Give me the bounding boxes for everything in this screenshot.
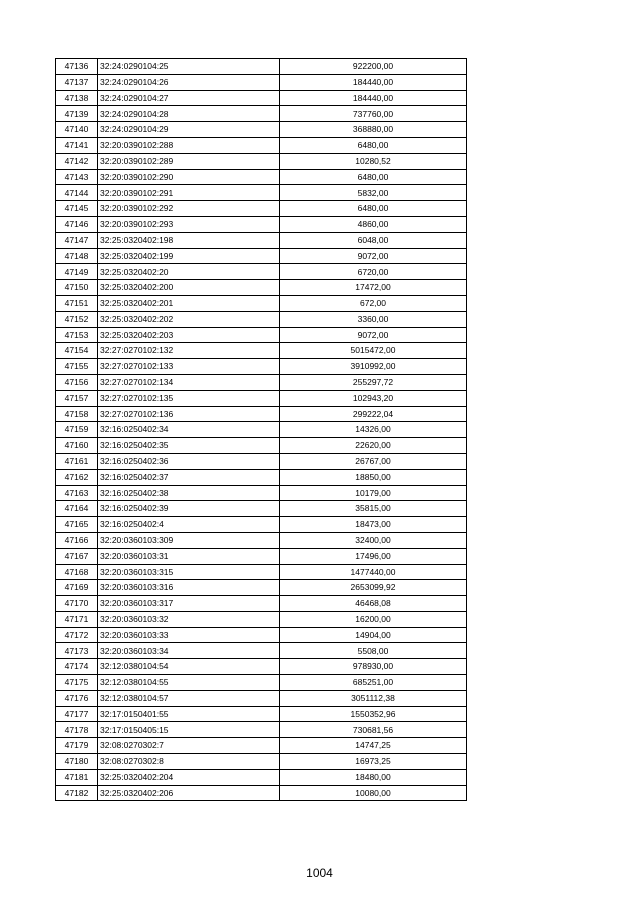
value-cell: 1477440,00 [280,564,467,580]
cadastral-number-cell: 32:24:0290104:27 [98,90,280,106]
cadastral-number-cell: 32:25:0320402:201 [98,295,280,311]
row-number-cell: 47181 [56,769,98,785]
cadastral-number-cell: 32:20:0360103:34 [98,643,280,659]
row-number-cell: 47163 [56,485,98,501]
table-row [56,548,467,564]
value-cell: 5832,00 [280,185,467,201]
value-cell: 184440,00 [280,74,467,90]
cadastral-number-cell: 32:17:0150405:15 [98,722,280,738]
cadastral-number-cell: 32:20:0390102:290 [98,169,280,185]
cadastral-number-cell: 32:17:0150401:55 [98,706,280,722]
row-number-cell: 47170 [56,596,98,612]
row-number-cell: 47147 [56,232,98,248]
value-cell: 3910992,00 [280,359,467,375]
value-cell: 730681,56 [280,722,467,738]
row-number-cell: 47157 [56,390,98,406]
row-number-cell: 47145 [56,201,98,217]
cadastral-number-cell: 32:20:0360103:33 [98,627,280,643]
row-number-cell: 47142 [56,153,98,169]
value-cell: 16200,00 [280,611,467,627]
row-number-cell: 47177 [56,706,98,722]
table-row [56,659,467,675]
cadastral-number-cell: 32:25:0320402:198 [98,232,280,248]
value-cell: 18480,00 [280,769,467,785]
value-cell: 737760,00 [280,106,467,122]
value-cell: 255297,72 [280,374,467,390]
table-row [56,453,467,469]
value-cell: 6480,00 [280,201,467,217]
cadastral-number-cell: 32:16:0250402:37 [98,469,280,485]
row-number-cell: 47150 [56,280,98,296]
table-row [56,517,467,533]
cadastral-number-cell: 32:16:0250402:34 [98,422,280,438]
row-number-cell: 47175 [56,675,98,691]
row-number-cell: 47137 [56,74,98,90]
value-cell: 3360,00 [280,311,467,327]
table-row [56,359,467,375]
row-number-cell: 47164 [56,501,98,517]
table-row [56,59,467,75]
row-number-cell: 47182 [56,785,98,801]
cadastral-number-cell: 32:24:0290104:29 [98,122,280,138]
table-row [56,675,467,691]
table-row [56,390,467,406]
row-number-cell: 47174 [56,659,98,675]
table-row [56,343,467,359]
value-cell: 1550352,96 [280,706,467,722]
cadastral-number-cell: 32:20:0360103:316 [98,580,280,596]
value-cell: 184440,00 [280,90,467,106]
value-cell: 6048,00 [280,232,467,248]
table-row [56,264,467,280]
table-row [56,90,467,106]
value-cell: 6480,00 [280,137,467,153]
row-number-cell: 47172 [56,627,98,643]
table-row [56,564,467,580]
cadastral-number-cell: 32:20:0390102:289 [98,153,280,169]
row-number-cell: 47159 [56,422,98,438]
cadastral-number-cell: 32:16:0250402:36 [98,453,280,469]
table-row [56,438,467,454]
cadastral-number-cell: 32:25:0320402:20 [98,264,280,280]
row-number-cell: 47167 [56,548,98,564]
row-number-cell: 47168 [56,564,98,580]
value-cell: 14747,25 [280,738,467,754]
row-number-cell: 47152 [56,311,98,327]
cadastral-number-cell: 32:12:0380104:55 [98,675,280,691]
row-number-cell: 47178 [56,722,98,738]
row-number-cell: 47158 [56,406,98,422]
cadastral-number-cell: 32:27:0270102:136 [98,406,280,422]
table-row [56,185,467,201]
row-number-cell: 47171 [56,611,98,627]
table-row [56,248,467,264]
registry-table [55,58,467,801]
table-row [56,201,467,217]
cadastral-number-cell: 32:20:0390102:293 [98,216,280,232]
cadastral-number-cell: 32:20:0390102:291 [98,185,280,201]
row-number-cell: 47141 [56,137,98,153]
value-cell: 32400,00 [280,532,467,548]
value-cell: 9072,00 [280,248,467,264]
row-number-cell: 47173 [56,643,98,659]
table-row [56,216,467,232]
cadastral-number-cell: 32:20:0360103:317 [98,596,280,612]
value-cell: 672,00 [280,295,467,311]
value-cell: 3051112,38 [280,690,467,706]
value-cell: 26767,00 [280,453,467,469]
registry-table-body [56,59,467,801]
value-cell: 685251,00 [280,675,467,691]
value-cell: 978930,00 [280,659,467,675]
row-number-cell: 47148 [56,248,98,264]
cadastral-number-cell: 32:24:0290104:26 [98,74,280,90]
value-cell: 17472,00 [280,280,467,296]
table-row [56,311,467,327]
table-row [56,580,467,596]
cadastral-number-cell: 32:16:0250402:38 [98,485,280,501]
cadastral-number-cell: 32:08:0270302:7 [98,738,280,754]
cadastral-number-cell: 32:20:0360103:315 [98,564,280,580]
table-row [56,738,467,754]
row-number-cell: 47166 [56,532,98,548]
value-cell: 22620,00 [280,438,467,454]
row-number-cell: 47155 [56,359,98,375]
table-row [56,422,467,438]
cadastral-number-cell: 32:12:0380104:57 [98,690,280,706]
value-cell: 299222,04 [280,406,467,422]
value-cell: 18473,00 [280,517,467,533]
cadastral-number-cell: 32:08:0270302:8 [98,754,280,770]
cadastral-number-cell: 32:20:0360103:309 [98,532,280,548]
table-row [56,74,467,90]
row-number-cell: 47160 [56,438,98,454]
row-number-cell: 47149 [56,264,98,280]
table-row [56,374,467,390]
row-number-cell: 47143 [56,169,98,185]
table-row [56,137,467,153]
table-row [56,785,467,801]
cadastral-number-cell: 32:25:0320402:200 [98,280,280,296]
value-cell: 9072,00 [280,327,467,343]
value-cell: 18850,00 [280,469,467,485]
cadastral-number-cell: 32:16:0250402:4 [98,517,280,533]
row-number-cell: 47180 [56,754,98,770]
cadastral-number-cell: 32:25:0320402:204 [98,769,280,785]
table-row [56,690,467,706]
value-cell: 5015472,00 [280,343,467,359]
row-number-cell: 47139 [56,106,98,122]
cadastral-number-cell: 32:16:0250402:39 [98,501,280,517]
cadastral-number-cell: 32:25:0320402:203 [98,327,280,343]
row-number-cell: 47146 [56,216,98,232]
table-row [56,485,467,501]
cadastral-number-cell: 32:25:0320402:202 [98,311,280,327]
cadastral-number-cell: 32:27:0270102:133 [98,359,280,375]
table-row [56,327,467,343]
table-row [56,627,467,643]
cadastral-number-cell: 32:27:0270102:134 [98,374,280,390]
row-number-cell: 47140 [56,122,98,138]
row-number-cell: 47179 [56,738,98,754]
value-cell: 102943,20 [280,390,467,406]
cadastral-number-cell: 32:20:0360103:31 [98,548,280,564]
row-number-cell: 47138 [56,90,98,106]
table-row [56,611,467,627]
table-row [56,722,467,738]
table-row [56,532,467,548]
table-row [56,232,467,248]
cadastral-number-cell: 32:20:0360103:32 [98,611,280,627]
value-cell: 17496,00 [280,548,467,564]
value-cell: 922200,00 [280,59,467,75]
row-number-cell: 47162 [56,469,98,485]
value-cell: 16973,25 [280,754,467,770]
value-cell: 46468,08 [280,596,467,612]
value-cell: 6720,00 [280,264,467,280]
table-row [56,280,467,296]
table-row [56,501,467,517]
value-cell: 2653099,92 [280,580,467,596]
value-cell: 14326,00 [280,422,467,438]
table-row [56,469,467,485]
table-row [56,106,467,122]
value-cell: 4860,00 [280,216,467,232]
table-row [56,153,467,169]
row-number-cell: 47169 [56,580,98,596]
row-number-cell: 47156 [56,374,98,390]
row-number-cell: 47154 [56,343,98,359]
row-number-cell: 47144 [56,185,98,201]
row-number-cell: 47165 [56,517,98,533]
table-row [56,596,467,612]
value-cell: 10280,52 [280,153,467,169]
table-row [56,295,467,311]
page-number: 1004 [306,866,333,880]
value-cell: 6480,00 [280,169,467,185]
table-row [56,169,467,185]
value-cell: 5508,00 [280,643,467,659]
cadastral-number-cell: 32:20:0390102:292 [98,201,280,217]
table-row [56,122,467,138]
value-cell: 10179,00 [280,485,467,501]
row-number-cell: 47153 [56,327,98,343]
table-row [56,643,467,659]
row-number-cell: 47151 [56,295,98,311]
table-row [56,406,467,422]
cadastral-number-cell: 32:12:0380104:54 [98,659,280,675]
table-row [56,754,467,770]
value-cell: 368880,00 [280,122,467,138]
cadastral-number-cell: 32:20:0390102:288 [98,137,280,153]
cadastral-number-cell: 32:25:0320402:206 [98,785,280,801]
row-number-cell: 47136 [56,59,98,75]
table-row [56,769,467,785]
table-row [56,706,467,722]
cadastral-number-cell: 32:25:0320402:199 [98,248,280,264]
row-number-cell: 47176 [56,690,98,706]
cadastral-number-cell: 32:24:0290104:28 [98,106,280,122]
value-cell: 14904,00 [280,627,467,643]
cadastral-number-cell: 32:27:0270102:135 [98,390,280,406]
cadastral-number-cell: 32:27:0270102:132 [98,343,280,359]
cadastral-number-cell: 32:24:0290104:25 [98,59,280,75]
value-cell: 35815,00 [280,501,467,517]
row-number-cell: 47161 [56,453,98,469]
value-cell: 10080,00 [280,785,467,801]
cadastral-number-cell: 32:16:0250402:35 [98,438,280,454]
